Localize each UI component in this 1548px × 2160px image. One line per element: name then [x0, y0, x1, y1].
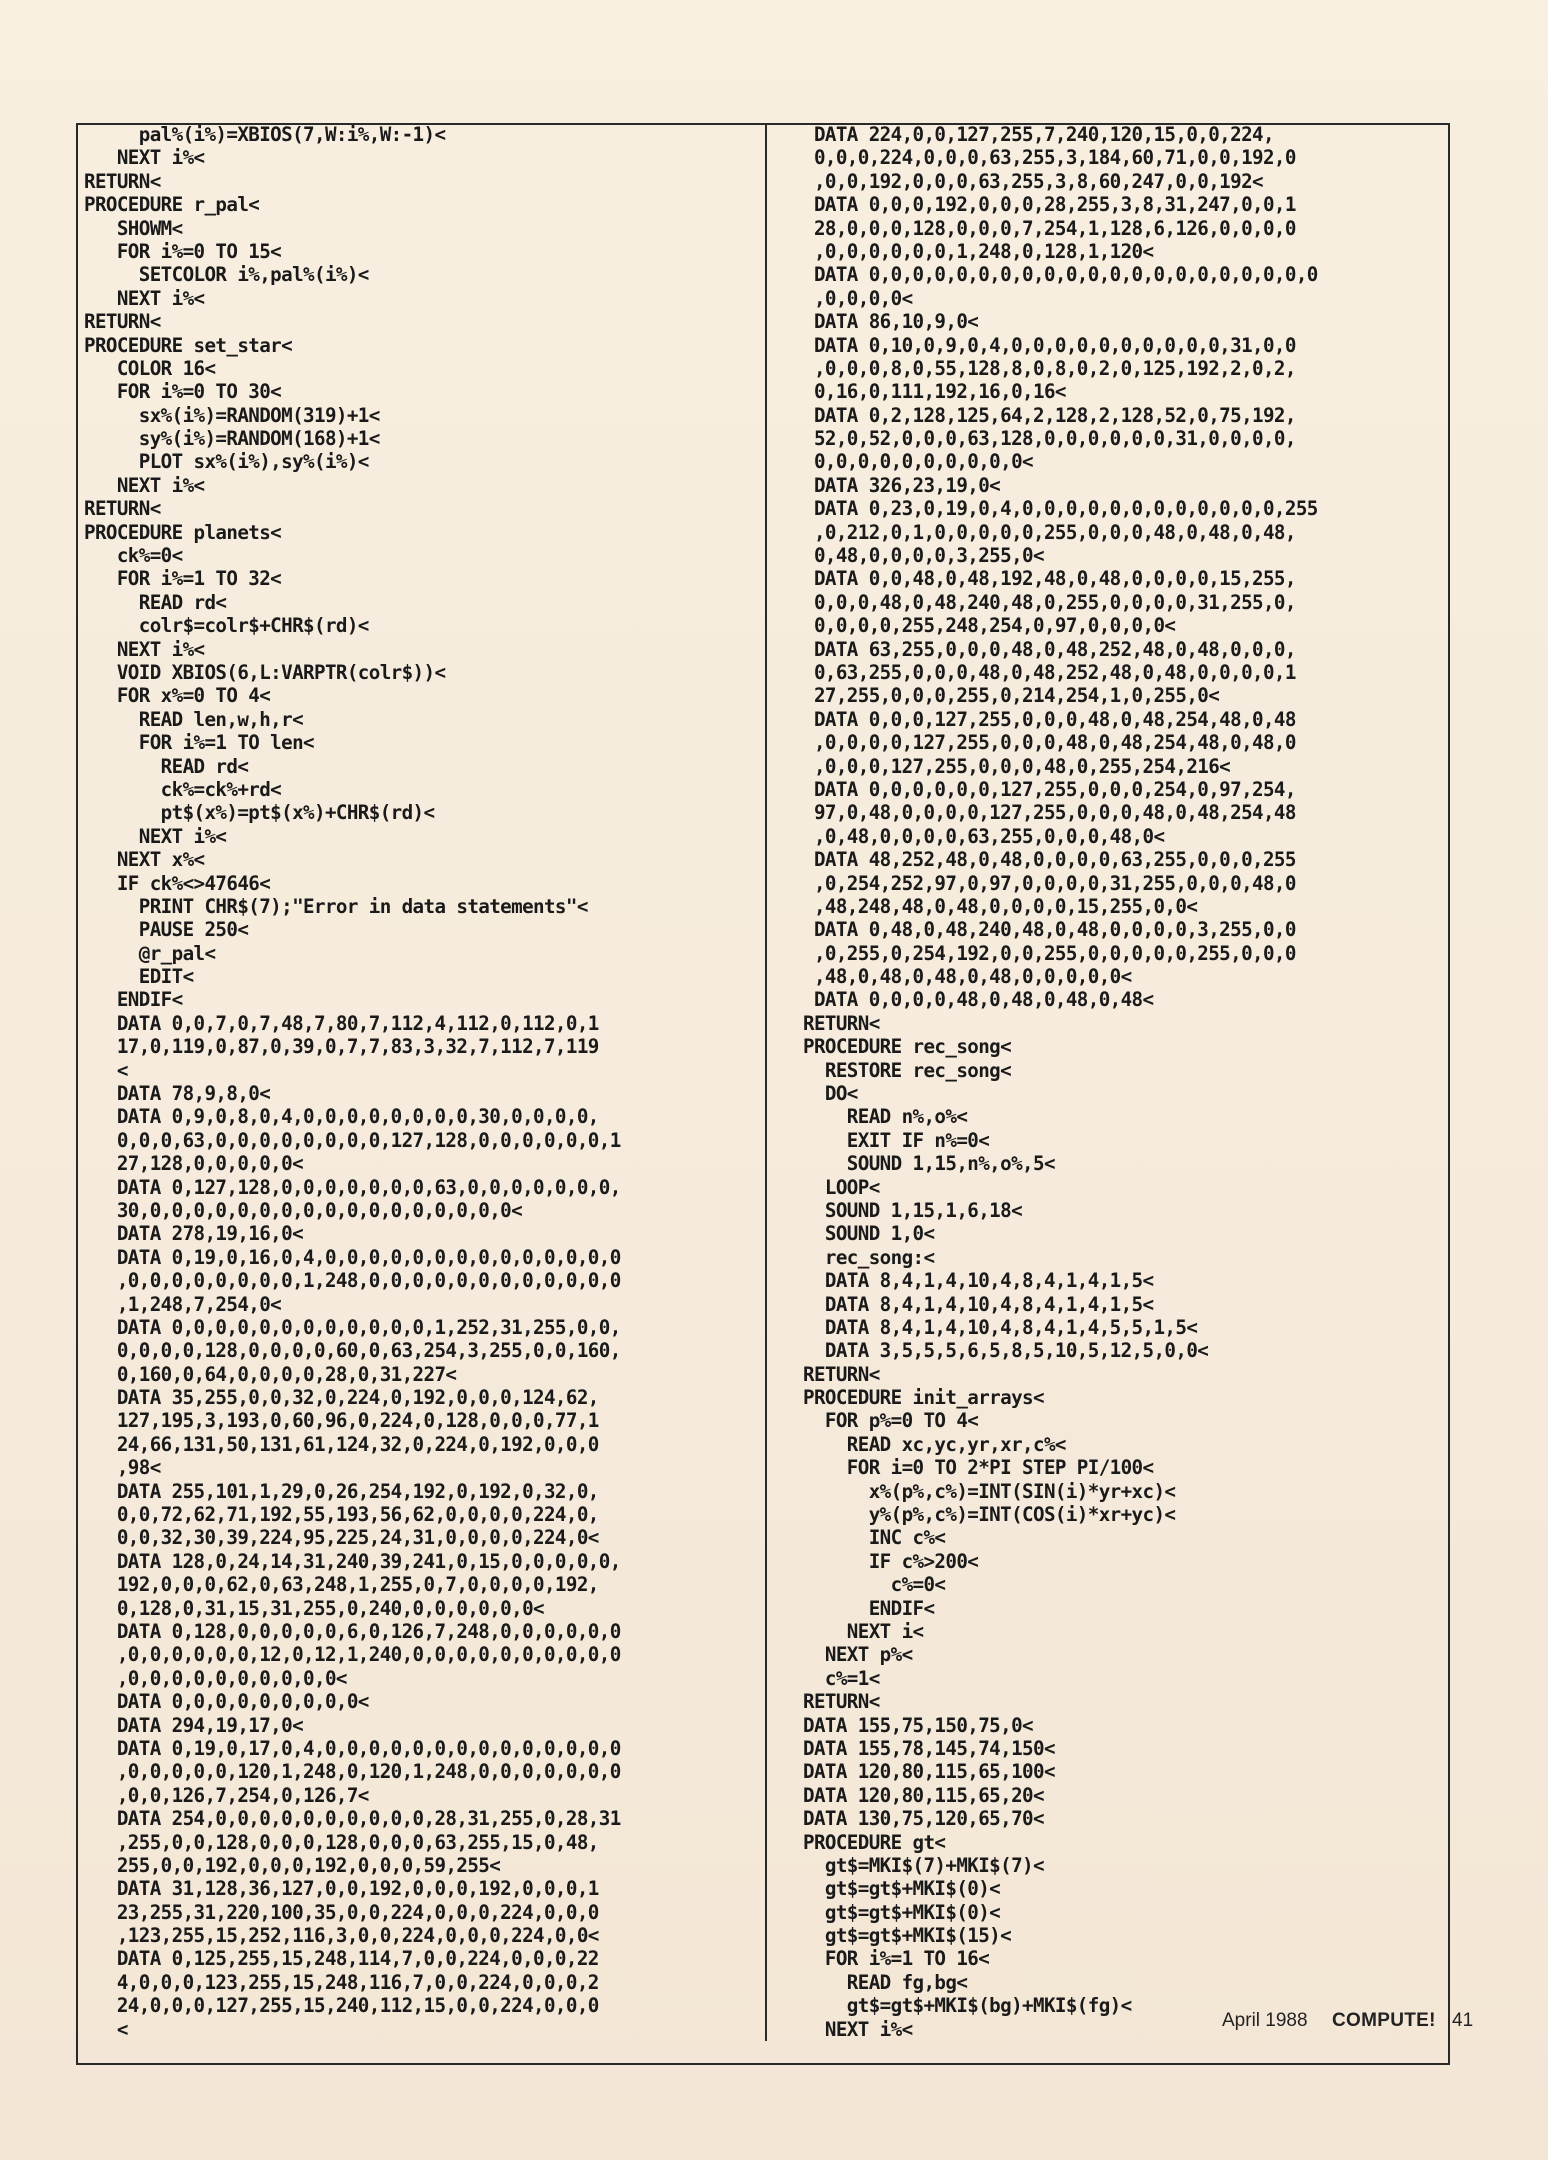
- code-line: ,0,0,0,127,255,0,0,0,48,0,255,254,216<: [803, 754, 1231, 778]
- code-line: FOR i=0 TO 2*PI STEP PI/100<: [803, 1456, 1154, 1480]
- code-line: NEXT i%<: [84, 286, 205, 310]
- code-line: NEXT i%<: [84, 473, 205, 497]
- code-line: 0,0,0,48,0,48,240,48,0,255,0,0,0,0,31,255,0,: [803, 590, 1296, 614]
- code-line: DATA 78,9,8,0<: [84, 1082, 271, 1106]
- code-line: sx%(i%)=RANDOM(319)+1<: [84, 403, 380, 427]
- code-line: ,0,0,0,0,0,0,12,0,12,1,240,0,0,0,0,0,0,0,0,0,0: [84, 1643, 621, 1667]
- code-line: NEXT i<: [803, 1620, 924, 1643]
- code-line: DATA 128,0,24,14,31,240,39,241,0,15,0,0,0,0,0,: [84, 1549, 621, 1573]
- code-line: 0,160,0,64,0,0,0,0,28,0,31,227<: [84, 1362, 457, 1386]
- code-line: RETURN<: [803, 1690, 880, 1714]
- code-line: pal%(i%)=XBIOS(7,W:i%,W:-1)<: [84, 123, 446, 146]
- code-line: DATA 0,127,128,0,0,0,0,0,0,0,63,0,0,0,0,0,0,0,: [84, 1175, 621, 1199]
- code-line: ,123,255,15,252,116,3,0,0,224,0,0,0,224,0,0<: [84, 1924, 599, 1948]
- code-line: ,48,248,48,0,48,0,0,0,0,15,255,0,0<: [803, 894, 1198, 918]
- code-line: 23,255,31,220,100,35,0,0,224,0,0,0,224,0,0,0: [84, 1900, 599, 1924]
- code-line: DATA 294,19,17,0<: [84, 1713, 304, 1737]
- column-divider: [765, 123, 767, 2041]
- code-line: DATA 130,75,120,65,70<: [803, 1807, 1044, 1831]
- code-line: DATA 0,0,0,127,255,0,0,0,48,0,48,254,48,0,48: [803, 707, 1296, 731]
- code-line: gt$=gt$+MKI$(0)<: [803, 1900, 1001, 1924]
- code-line: ENDIF<: [84, 988, 183, 1012]
- code-line: PRINT CHR$(7);"Error in data statements"<: [84, 894, 588, 918]
- code-line: gt$=gt$+MKI$(0)<: [803, 1877, 1001, 1901]
- code-line: x%(p%,c%)=INT(SIN(i)*yr+xc)<: [803, 1479, 1176, 1503]
- code-line: 0,0,32,30,39,224,95,225,24,31,0,0,0,0,224,0<: [84, 1526, 599, 1550]
- code-line: ,0,0,0,0,0,0,0,0,0,0<: [84, 1666, 347, 1690]
- code-line: READ n%,o%<: [803, 1105, 968, 1129]
- code-line: PAUSE 250<: [84, 918, 249, 942]
- code-line: ,0,0,0,0,0,0,0,0,1,248,0,0,0,0,0,0,0,0,0,0,0,0: [84, 1269, 621, 1293]
- code-line: NEXT i%<: [803, 2017, 913, 2041]
- code-line: ck%=0<: [84, 544, 183, 568]
- code-line: 24,0,0,0,127,255,15,240,112,15,0,0,224,0,0,0: [84, 1994, 599, 2018]
- code-line: 27,255,0,0,0,255,0,214,254,1,0,255,0<: [803, 684, 1220, 708]
- code-line: DATA 0,0,48,0,48,192,48,0,48,0,0,0,0,15,255,: [803, 567, 1296, 591]
- footer-magazine-name: COMPUTE!: [1332, 2010, 1436, 2031]
- code-line: DATA 326,23,19,0<: [803, 473, 1001, 497]
- code-line: READ xc,yc,yr,xr,c%<: [803, 1432, 1066, 1456]
- code-line: RETURN<: [803, 1011, 880, 1035]
- code-line: 28,0,0,0,128,0,0,0,7,254,1,128,6,126,0,0,0,0: [803, 216, 1296, 240]
- code-line: EXIT IF n%=0<: [803, 1128, 990, 1152]
- code-line: ENDIF<: [803, 1596, 935, 1620]
- code-line: NEXT i%<: [84, 146, 205, 170]
- code-line: DATA 0,19,0,17,0,4,0,0,0,0,0,0,0,0,0,0,0,0,0,0: [84, 1736, 621, 1760]
- code-line: PROCEDURE rec_song<: [803, 1035, 1012, 1059]
- code-line: 0,16,0,111,192,16,0,16<: [803, 380, 1066, 404]
- code-line: IF ck%<>47646<: [84, 871, 271, 895]
- code-line: ,0,48,0,0,0,0,63,255,0,0,0,48,0<: [803, 824, 1165, 848]
- code-line: SOUND 1,15,n%,o%,5<: [803, 1152, 1055, 1176]
- code-line: 127,195,3,193,0,60,96,0,224,0,128,0,0,0,77,1: [84, 1409, 599, 1433]
- code-line: DATA 120,80,115,65,20<: [803, 1783, 1044, 1807]
- code-line: 30,0,0,0,0,0,0,0,0,0,0,0,0,0,0,0,0,0<: [84, 1198, 523, 1222]
- code-line: DATA 155,75,150,75,0<: [803, 1713, 1033, 1737]
- code-line: DATA 3,5,5,5,6,5,8,5,10,5,12,5,0,0<: [803, 1339, 1209, 1363]
- code-line: PROCEDURE r_pal<: [84, 193, 260, 217]
- code-line: ,0,212,0,1,0,0,0,0,0,255,0,0,0,48,0,48,0,48,: [803, 520, 1296, 544]
- code-line: DATA 0,10,0,9,0,4,0,0,0,0,0,0,0,0,0,0,31,0,0: [803, 333, 1296, 357]
- code-line: 17,0,119,0,87,0,39,0,7,7,83,3,32,7,112,7,119: [84, 1035, 599, 1059]
- code-line: SOUND 1,15,1,6,18<: [803, 1198, 1023, 1222]
- code-line: ,1,248,7,254,0<: [84, 1292, 282, 1316]
- code-line: 0,63,255,0,0,0,48,0,48,252,48,0,48,0,0,0,0,1: [803, 660, 1296, 684]
- code-line: 0,0,0,0,0,0,0,0,0,0<: [803, 450, 1033, 474]
- code-line: sy%(i%)=RANDOM(168)+1<: [84, 427, 380, 451]
- code-line: DATA 0,0,0,192,0,0,0,28,255,3,8,31,247,0,0,1: [803, 193, 1296, 217]
- code-line: gt$=MKI$(7)+MKI$(7)<: [803, 1853, 1044, 1877]
- code-line: DATA 0,128,0,0,0,0,0,6,0,126,7,248,0,0,0,0,0,0: [84, 1620, 621, 1643]
- code-line: DATA 86,10,9,0<: [803, 310, 979, 334]
- code-line: DATA 120,80,115,65,100<: [803, 1760, 1055, 1784]
- footer-page-number: 41: [1452, 2010, 1474, 2031]
- code-line: FOR x%=0 TO 4<: [84, 684, 271, 708]
- code-line: DATA 35,255,0,0,32,0,224,0,192,0,0,0,124,62,: [84, 1386, 599, 1410]
- code-line: DATA 278,19,16,0<: [84, 1222, 304, 1246]
- code-line: gt$=gt$+MKI$(bg)+MKI$(fg)<: [803, 1994, 1132, 2018]
- code-line: IF c%>200<: [803, 1549, 979, 1573]
- code-line: DATA 8,4,1,4,10,4,8,4,1,4,1,5<: [803, 1269, 1154, 1293]
- code-line: DATA 254,0,0,0,0,0,0,0,0,0,0,28,31,255,0,28,31: [84, 1807, 621, 1831]
- code-line: FOR i%=1 TO 16<: [803, 1947, 990, 1971]
- code-line: DATA 0,0,0,0,48,0,48,0,48,0,48<: [803, 988, 1154, 1012]
- code-line: PROCEDURE init_arrays<: [803, 1386, 1044, 1410]
- code-line: ,0,0,126,7,254,0,126,7<: [84, 1783, 369, 1807]
- code-line: c%=1<: [803, 1666, 880, 1690]
- code-line: 0,48,0,0,0,0,3,255,0<: [803, 544, 1044, 568]
- code-line: 192,0,0,0,62,0,63,248,1,255,0,7,0,0,0,0,192,: [84, 1573, 599, 1597]
- code-line: ,0,254,252,97,0,97,0,0,0,0,31,255,0,0,0,48,0: [803, 871, 1296, 895]
- code-line: ,0,0,0,0,0,0,1,248,0,128,1,120<: [803, 239, 1154, 263]
- code-line: COLOR 16<: [84, 356, 216, 380]
- code-line: ,0,0,192,0,0,0,63,255,3,8,60,247,0,0,192<: [803, 169, 1263, 193]
- code-line: READ len,w,h,r<: [84, 707, 304, 731]
- code-line: c%=0<: [803, 1573, 946, 1597]
- code-line: 255,0,0,192,0,0,0,192,0,0,0,59,255<: [84, 1853, 501, 1877]
- code-line: 0,0,0,63,0,0,0,0,0,0,0,0,127,128,0,0,0,0,0,0,1: [84, 1128, 621, 1152]
- code-line: DATA 0,0,0,0,0,0,0,0,0<: [84, 1690, 369, 1714]
- code-line: DATA 0,19,0,16,0,4,0,0,0,0,0,0,0,0,0,0,0,0,0,0: [84, 1245, 621, 1269]
- code-line: 52,0,52,0,0,0,63,128,0,0,0,0,0,0,31,0,0,0,0,: [803, 427, 1296, 451]
- code-line: DATA 31,128,36,127,0,0,192,0,0,0,192,0,0,0,1: [84, 1877, 599, 1901]
- code-line: LOOP<: [803, 1175, 880, 1199]
- code-line: DATA 8,4,1,4,10,4,8,4,1,4,5,5,1,5<: [803, 1315, 1198, 1339]
- code-line: READ fg,bg<: [803, 1970, 968, 1994]
- code-line: NEXT p%<: [803, 1643, 913, 1667]
- code-line: FOR i%=1 TO 32<: [84, 567, 282, 591]
- code-line: ,0,0,0,8,0,55,128,8,0,8,0,2,0,125,192,2,0,2,: [803, 356, 1296, 380]
- code-line: FOR p%=0 TO 4<: [803, 1409, 979, 1433]
- code-line: colr$=colr$+CHR$(rd)<: [84, 614, 369, 638]
- code-line: DATA 63,255,0,0,0,48,0,48,252,48,0,48,0,0,0,: [803, 637, 1296, 661]
- code-line: DATA 255,101,1,29,0,26,254,192,0,192,0,32,0,: [84, 1479, 599, 1503]
- code-line: NEXT x%<: [84, 848, 205, 872]
- code-line: DATA 48,252,48,0,48,0,0,0,0,63,255,0,0,0,255: [803, 848, 1296, 872]
- code-line: 24,66,131,50,131,61,124,32,0,224,0,192,0,0,0: [84, 1432, 599, 1456]
- code-line: EDIT<: [84, 965, 194, 989]
- code-line: SOUND 1,0<: [803, 1222, 935, 1246]
- code-line: ,255,0,0,128,0,0,0,128,0,0,0,63,255,15,0,48,: [84, 1830, 599, 1854]
- code-line: DATA 0,0,0,0,0,0,0,0,0,0,0,0,0,0,0,0,0,0,0,0,0: [803, 263, 1318, 287]
- code-line: pt$(x%)=pt$(x%)+CHR$(rd)<: [84, 801, 435, 825]
- code-line: ,0,0,0,0,127,255,0,0,0,48,0,48,254,48,0,48,0: [803, 731, 1296, 755]
- code-line: 0,0,0,224,0,0,0,63,255,3,184,60,71,0,0,192,0: [803, 146, 1296, 170]
- code-line: INC c%<: [803, 1526, 946, 1550]
- code-line: 0,0,0,0,128,0,0,0,0,60,0,63,254,3,255,0,0,160,: [84, 1339, 621, 1363]
- code-line: FOR i%=0 TO 30<: [84, 380, 282, 404]
- code-line: 0,128,0,31,15,31,255,0,240,0,0,0,0,0,0<: [84, 1596, 544, 1620]
- code-line: y%(p%,c%)=INT(COS(i)*xr+yc)<: [803, 1503, 1176, 1527]
- code-line: DATA 0,9,0,8,0,4,0,0,0,0,0,0,0,0,30,0,0,0,0,: [84, 1105, 599, 1129]
- code-line: DATA 0,0,0,0,0,0,0,0,0,0,0,0,1,252,31,255,0,0,: [84, 1315, 621, 1339]
- code-line: 97,0,48,0,0,0,0,127,255,0,0,0,48,0,48,254,48: [803, 801, 1296, 825]
- code-line: DATA 0,48,0,48,240,48,0,48,0,0,0,0,3,255,0,0: [803, 918, 1296, 942]
- code-line: DATA 0,0,0,0,0,0,127,255,0,0,0,254,0,97,254,: [803, 777, 1296, 801]
- code-line: DATA 0,23,0,19,0,4,0,0,0,0,0,0,0,0,0,0,0,0,255: [803, 497, 1318, 521]
- code-line: RETURN<: [84, 310, 161, 334]
- code-line: DATA 155,78,145,74,150<: [803, 1736, 1055, 1760]
- code-line: ,0,0,0,0<: [803, 286, 913, 310]
- listing-column-right: [803, 123, 1318, 2041]
- code-line: gt$=gt$+MKI$(15)<: [803, 1924, 1012, 1948]
- code-line: RESTORE rec_song<: [803, 1058, 1012, 1082]
- code-line: @r_pal<: [84, 941, 216, 965]
- code-line: FOR i%=0 TO 15<: [84, 239, 282, 263]
- code-line: ,0,255,0,254,192,0,0,255,0,0,0,0,0,255,0,0,0: [803, 941, 1296, 965]
- code-line: DATA 0,2,128,125,64,2,128,2,128,52,0,75,192,: [803, 403, 1296, 427]
- code-line: 4,0,0,0,123,255,15,248,116,7,0,0,224,0,0,0,2: [84, 1970, 599, 1994]
- code-line: 0,0,0,0,255,248,254,0,97,0,0,0,0<: [803, 614, 1176, 638]
- code-line: RETURN<: [84, 169, 161, 193]
- code-line: DATA 0,125,255,15,248,114,7,0,0,224,0,0,0,22: [84, 1947, 599, 1971]
- code-line: VOID XBIOS(6,L:VARPTR(colr$))<: [84, 660, 446, 684]
- code-line: PLOT sx%(i%),sy%(i%)<: [84, 450, 369, 474]
- code-line: RETURN<: [803, 1362, 880, 1386]
- code-line: DATA 8,4,1,4,10,4,8,4,1,4,1,5<: [803, 1292, 1154, 1316]
- code-line: ,0,0,0,0,0,120,1,248,0,120,1,248,0,0,0,0,0,0,0: [84, 1760, 621, 1784]
- code-line: ,98<: [84, 1456, 161, 1480]
- code-line: SHOWM<: [84, 216, 183, 240]
- code-line: 27,128,0,0,0,0,0<: [84, 1152, 304, 1176]
- code-line: SETCOLOR i%,pal%(i%)<: [84, 263, 369, 287]
- code-line: PROCEDURE gt<: [803, 1830, 946, 1854]
- code-line: ck%=ck%+rd<: [84, 777, 282, 801]
- code-line: 0,0,72,62,71,192,55,193,56,62,0,0,0,0,224,0,: [84, 1503, 599, 1527]
- code-line: DO<: [803, 1082, 858, 1106]
- code-line: READ rd<: [84, 754, 249, 778]
- code-line: DATA 0,0,7,0,7,48,7,80,7,112,4,112,0,112,0,1: [84, 1011, 599, 1035]
- listing-column-left: [84, 123, 621, 2041]
- code-line: FOR i%=1 TO len<: [84, 731, 314, 755]
- code-line: ,48,0,48,0,48,0,48,0,0,0,0,0<: [803, 965, 1132, 989]
- code-line: rec_song:<: [803, 1245, 935, 1269]
- code-line: RETURN<: [84, 497, 161, 521]
- code-line: READ rd<: [84, 590, 227, 614]
- footer-date: April 1988: [1222, 2010, 1308, 2031]
- code-line: PROCEDURE planets<: [84, 520, 282, 544]
- code-line: NEXT i%<: [84, 637, 205, 661]
- code-line: NEXT i%<: [84, 824, 227, 848]
- code-line: PROCEDURE set_star<: [84, 333, 293, 357]
- code-line: <: [84, 1058, 128, 1082]
- code-line: DATA 224,0,0,127,255,7,240,120,15,0,0,224,: [803, 123, 1274, 146]
- code-line: <: [84, 2017, 128, 2041]
